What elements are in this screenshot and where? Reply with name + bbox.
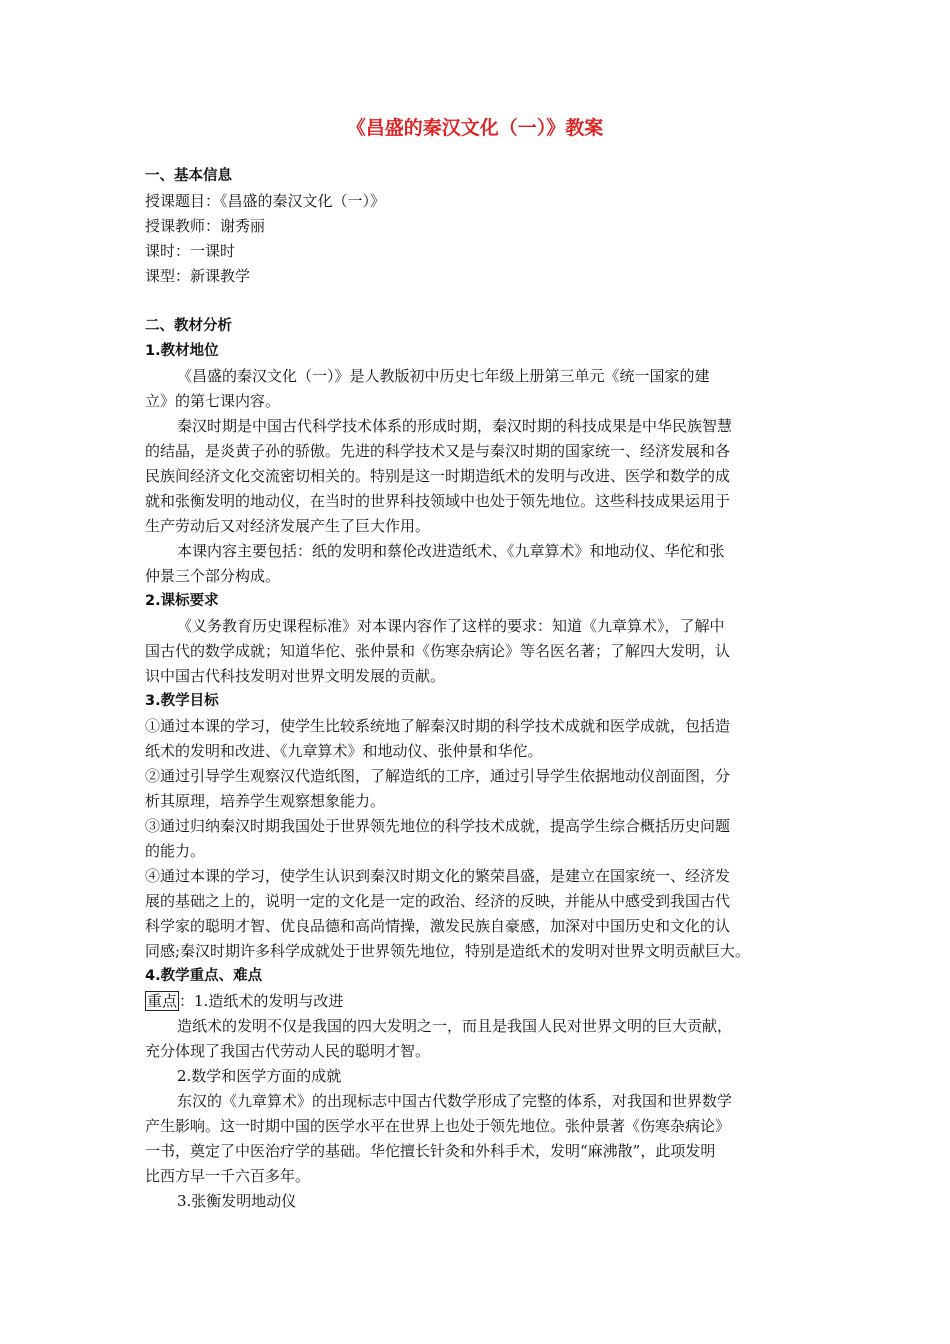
goal-line: ④通过本课的学习，使学生认识到秦汉时期文化的繁荣昌盛，是建立在国家统一、经济发 bbox=[145, 867, 731, 885]
paragraph-line: 东汉的《九章算术》的出现标志中国古代数学形成了完整的体系，对我国和世界数学 bbox=[177, 1092, 733, 1110]
info-topic: 授课题目：《昌盛的秦汉文化（一）》 bbox=[145, 192, 386, 210]
paragraph-line: 《昌盛的秦汉文化（一）》是人教版初中历史七年级上册第三单元《统一国家的建 bbox=[177, 367, 710, 385]
paragraph-line: 《义务教育历史课程标准》对本课内容作了这样的要求：知道《九章算术》，了解中 bbox=[177, 617, 725, 635]
section-spacer bbox=[145, 289, 813, 314]
paragraph-line: 秦汉时期是中国古代科学技术体系的形成时期，秦汉时期的科技成果是中华民族智慧 bbox=[177, 417, 733, 435]
paragraph-line: 的结晶，是炎黄子孙的骄傲。先进的科学技术又是与秦汉时期的国家统一、经济发展和各 bbox=[145, 442, 731, 460]
paragraph-line: 立》的第七课内容。 bbox=[145, 392, 281, 410]
paragraph-line: 产生影响。这一时期中国的医学水平在世界上也处于领先地位。张仲景著《伤寒杂病论》 bbox=[145, 1117, 731, 1135]
document-body bbox=[145, 164, 813, 1214]
subheading-key-points: 4.教学重点、难点 bbox=[145, 968, 263, 984]
goal-line: 析其原理，培养学生观察想象能力。 bbox=[145, 792, 386, 810]
goal-line: ③通过归纳秦汉时期我国处于世界领先地位的科学技术成就，提高学生综合概括历史问题 bbox=[145, 817, 731, 835]
paragraph-line: 造纸术的发明不仅是我国的四大发明之一，而且是我国人民对世界文明的巨大贡献， bbox=[177, 1017, 733, 1035]
goal-line: 展的基础之上的，说明一定的文化是一定的政治、经济的反映，并能从中感受到我国古代 bbox=[145, 892, 731, 910]
document-title: 《昌盛的秦汉文化（一）》教案 bbox=[346, 117, 604, 139]
paragraph-line: 比西方早一千六百多年。 bbox=[145, 1167, 311, 1185]
paragraph-line: 民族间经济文化交流密切相关的。特别是这一时期造纸术的发明与改进、医学和数学的成 bbox=[145, 467, 731, 485]
goal-line: 纸术的发明和改进、《九章算术》和地动仪、张仲景和华佗。 bbox=[145, 742, 543, 760]
paragraph-line: 就和张衡发明的地动仪，在当时的世界科技领域中也处于领先地位。这些科技成果运用于 bbox=[145, 492, 731, 510]
paragraph-line: 充分体现了我国古代劳动人民的聪明才智。 bbox=[145, 1042, 431, 1060]
section-heading-material-analysis: 二、教材分析 bbox=[145, 318, 232, 334]
key-point-2-title: 2.数学和医学方面的成就 bbox=[177, 1067, 342, 1085]
paragraph-line: 一书，奠定了中医治疗学的基础。华佗擅长针灸和外科手术，发明“麻沸散”，此项发明 bbox=[145, 1142, 716, 1160]
goal-line: 的能力。 bbox=[145, 842, 206, 860]
goal-line: 同感;秦汉时期许多科学成就处于世界领先地位，特别是造纸术的发明对世界文明贡献巨大。 bbox=[145, 942, 751, 960]
subheading-curriculum-requirements: 2.课标要求 bbox=[145, 593, 219, 609]
key-point-label: 重点 bbox=[147, 992, 178, 1010]
section-heading-basic-info: 一、基本信息 bbox=[145, 168, 232, 184]
goal-line: ①通过本课的学习，使学生比较系统地了解秦汉时期的科学技术成就和医学成就，包括造 bbox=[145, 717, 731, 735]
key-point-1-text: ：1.造纸术的发明与改进 bbox=[179, 992, 344, 1010]
info-type: 课型：新课教学 bbox=[145, 267, 251, 285]
goal-line: 科学家的聪明才智、优良品德和高尚情操，激发民族自豪感，加深对中国历史和文化的认 bbox=[145, 917, 731, 935]
info-teacher: 授课教师：谢秀丽 bbox=[145, 217, 266, 235]
subheading-material-position: 1.教材地位 bbox=[145, 343, 219, 359]
key-point-3-title: 3.张衡发明地动仪 bbox=[177, 1192, 297, 1210]
paragraph-line: 生产劳动后又对经济发展产生了巨大作用。 bbox=[145, 517, 431, 535]
goal-line: ②通过引导学生观察汉代造纸图，了解造纸的工序，通过引导学生依据地动仪剖面图，分 bbox=[145, 767, 731, 785]
subheading-teaching-goals: 3.教学目标 bbox=[145, 693, 219, 709]
info-hours: 课时：一课时 bbox=[145, 242, 236, 260]
paragraph-line: 识中国古代科技发明对世界文明发展的贡献。 bbox=[145, 667, 446, 685]
key-point-1-title bbox=[145, 989, 813, 1014]
paragraph-line: 本课内容主要包括：纸的发明和蔡伦改进造纸术、《九章算术》和地动仪、华佗和张 bbox=[177, 542, 725, 560]
paragraph-line: 仲景三个部分构成。 bbox=[145, 567, 281, 585]
paragraph-line: 国古代的数学成就；知道华佗、张仲景和《伤寒杂病论》等名医名著；了解四大发明，认 bbox=[145, 642, 731, 660]
